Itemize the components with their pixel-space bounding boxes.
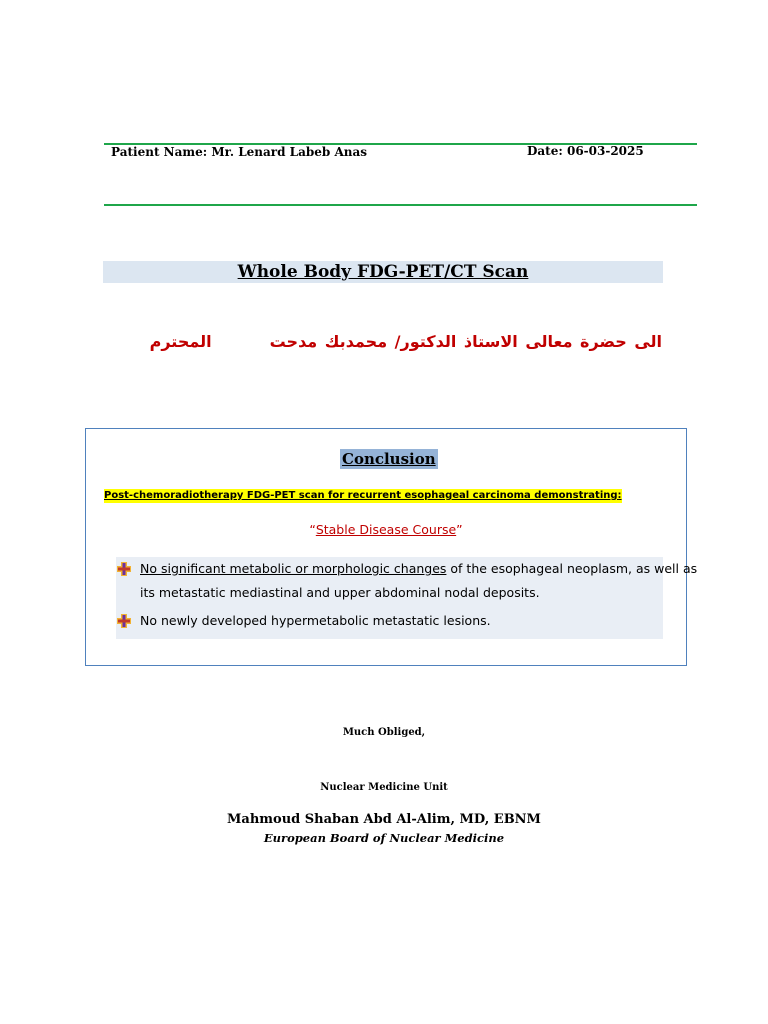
plus-square-icon xyxy=(116,613,132,629)
header-bottom-rule xyxy=(104,204,697,206)
conclusion-heading: Conclusion xyxy=(342,450,436,468)
patient-name-value: : Mr. Lenard Labeb Anas xyxy=(202,145,368,159)
finding-continuation: its metastatic mediastinal and upper abdominal nodal deposits. xyxy=(140,585,540,600)
report-title-band xyxy=(103,261,663,283)
closing-line: Much Obliged, xyxy=(342,727,426,738)
conclusion-intro: Post-chemoradiotherapy FDG-PET scan for recurrent esophageal carcinoma demonstrating: xyxy=(104,490,622,501)
patient-name-line xyxy=(111,145,367,159)
verdict-close-quote: ” xyxy=(456,522,463,537)
patient-name-label: Patient Name xyxy=(111,145,203,159)
report-title: Whole Body FDG-PET/CT Scan xyxy=(237,262,529,282)
finding-emphasis: No significant metabolic or morphologic changes xyxy=(140,561,447,576)
arabic-greeting xyxy=(110,332,662,356)
conclusion-box xyxy=(85,428,698,666)
report-date: Date: 06-03-2025 xyxy=(527,144,644,158)
finding-text: No newly developed hypermetabolic metastatic lesions. xyxy=(140,613,491,628)
findings-list xyxy=(116,557,698,639)
finding-text xyxy=(140,557,698,605)
verdict-line xyxy=(86,522,686,537)
board-affiliation: European Board of Nuclear Medicine xyxy=(263,831,505,845)
verdict-text: Stable Disease Course xyxy=(315,522,457,537)
finding-rest: of the esophageal neoplasm, as well as xyxy=(446,561,698,576)
verdict-open-quote: “ xyxy=(309,522,316,537)
arabic-greeting-honorific: المحترم xyxy=(149,332,212,351)
arabic-greeting-main: الى حضرة معالى الاستاذ الدكتور/ محمدبك مدحت xyxy=(269,332,662,351)
plus-square-icon xyxy=(116,561,132,577)
unit-name: Nuclear Medicine Unit xyxy=(320,782,448,793)
doctor-name: Mahmoud Shaban Abd Al-Alim, MD, EBNM xyxy=(227,812,541,827)
